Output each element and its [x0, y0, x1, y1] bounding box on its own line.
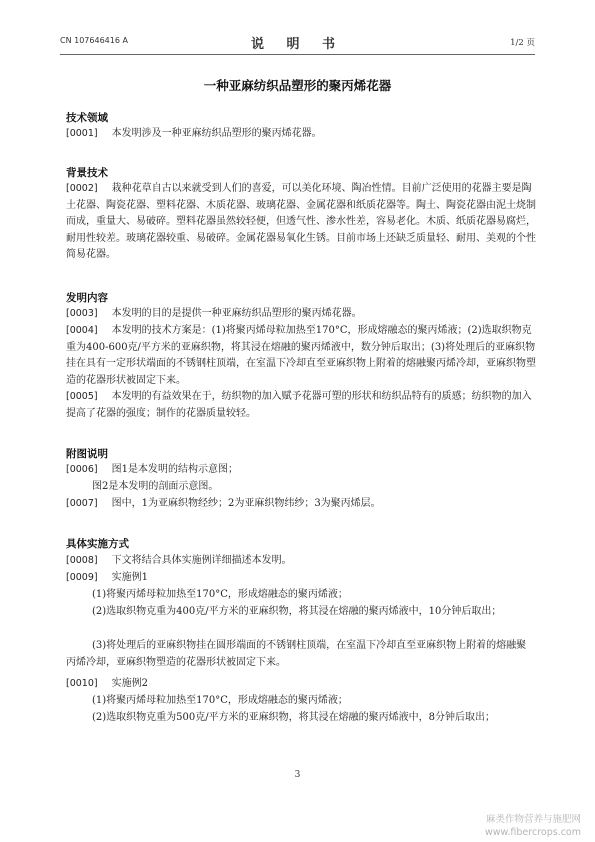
- paragraph-text: (1)将聚丙烯母粒加热至170°C，形成熔融态的聚丙烯液；: [92, 589, 348, 600]
- paragraph-0007: [66, 496, 536, 513]
- section-invention: 发明内容: [66, 292, 108, 304]
- paragraph-number: [0009]: [66, 572, 98, 583]
- paragraph-number: [0005]: [66, 391, 98, 402]
- paragraph-number: [0007]: [66, 498, 98, 509]
- paragraph-text: (3)将处理后的亚麻织物挂在圆形端面的不锈钢柱顶端，在室温下冷却直至亚麻织物上附着的熔融聚丙烯冷却，亚麻织物塑造的花器形状被固定下来。: [66, 640, 527, 668]
- paragraph-text: 本发明涉及一种亚麻纺织品塑形的聚丙烯花器。: [111, 128, 322, 139]
- section-embodiments: 具体实施方式: [66, 538, 129, 550]
- paragraph-0001: [66, 126, 536, 143]
- patent-number: CN 107646416 A: [60, 36, 128, 45]
- section-figures: 附图说明: [66, 448, 108, 460]
- paragraph-text: 实施例2: [111, 678, 148, 689]
- paragraph-0005: [66, 389, 536, 422]
- document-type-heading: 说 明 书: [250, 37, 345, 52]
- paragraph-text: 本发明的目的是提供一种亚麻纺织品塑形的聚丙烯花器。: [111, 308, 362, 319]
- paragraph-0006-line2: [66, 479, 536, 496]
- paragraph-number: [0006]: [66, 464, 98, 475]
- section-tech-field: 技术领域: [66, 112, 108, 124]
- paragraph-0009-step1: [66, 587, 536, 604]
- paragraph-0002: [66, 181, 536, 264]
- paragraph-text: 图1是本发明的结构示意图；: [111, 464, 238, 475]
- paragraph-0010-step2: [66, 710, 536, 727]
- paragraph-0009-step2: [66, 604, 536, 621]
- paragraph-text: 实施例1: [111, 572, 148, 583]
- header-rule: [60, 54, 535, 55]
- paragraph-text: (2)选取织物克重为500克/平方米的亚麻织物，将其浸在熔融的聚丙烯液中，8分钟后取出；: [92, 712, 495, 723]
- paragraph-text: (2)选取织物克重为400克/平方米的亚麻织物，将其浸在熔融的聚丙烯液中，10分钟后取出；: [92, 606, 502, 617]
- paragraph-0010: [66, 676, 536, 693]
- document-title: 一种亚麻纺织品塑形的聚丙烯花器: [203, 78, 392, 93]
- watermark-name: 麻类作物营养与施肥网: [485, 814, 581, 825]
- page-number: 3: [294, 770, 301, 780]
- paragraph-number: [0008]: [66, 555, 98, 566]
- paragraph-0009: [66, 570, 536, 587]
- paragraph-text: 下文将结合具体实施例详细描述本发明。: [111, 555, 292, 566]
- paragraph-0003: [66, 306, 536, 323]
- paragraph-text: 本发明的技术方案是：(1)将聚丙烯母粒加热至170°C，形成熔融态的聚丙烯液；(2)选取织物克重为400-600克/平方米的亚麻织物，将其浸在熔融的聚丙烯液中，数分钟后取出；(3)将处理后的亚麻织物挂在具有一定形状端面的不锈钢柱顶端，在室温下冷却直至亚麻织物上附着的熔融聚丙烯冷却，亚麻织物塑造的花器形状被固定下来。: [66, 325, 536, 386]
- paragraph-number: [0004]: [66, 325, 98, 336]
- paragraph-0004: [66, 323, 536, 389]
- paragraph-0008: [66, 553, 536, 570]
- paragraph-text: 栽种花草自古以来就受到人们的喜爱，可以美化环境、陶冶性情。目前广泛使用的花器主要是陶土花器、陶瓷花器、塑料花器、木质花器、玻璃花器、金属花器和纸质花器等。陶土、陶瓷花器由泥土烧制而成，重量大、易破碎。塑料花器虽然较轻便，但透气性、渗水性差，容易老化。木质、纸质花器易腐烂，耐用性较差。玻璃花器较重、易破碎。金属花器易氧化生锈。目前市场上还缺乏质量轻、耐用、美观的个性简易花器。: [66, 183, 536, 260]
- paragraph-0009-step3: [66, 638, 536, 671]
- page-indicator: 1/2 页: [510, 38, 535, 48]
- paragraph-number: [0010]: [66, 678, 98, 689]
- paragraph-0006: [66, 462, 536, 479]
- section-background: 背景技术: [66, 167, 108, 179]
- paragraph-0010-step1: [66, 693, 536, 710]
- paragraph-text: 图2是本发明的剖面示意图。: [92, 481, 219, 492]
- watermark: [485, 813, 581, 839]
- watermark-url: www.fibercrops.com: [484, 827, 581, 838]
- paragraph-number: [0003]: [66, 308, 98, 319]
- paragraph-text: (1)将聚丙烯母粒加热至170°C，形成熔融态的聚丙烯液；: [92, 695, 348, 706]
- paragraph-text: 本发明的有益效果在于，纺织物的加入赋予花器可塑的形状和纺织品特有的质感；纺织物的加入提高了花器的强度；制作的花器质量较轻。: [66, 391, 532, 419]
- paragraph-number: [0002]: [66, 183, 98, 194]
- paragraph-text: 图中，1为亚麻织物经纱；2为亚麻织物纬纱；3为聚丙烯层。: [111, 498, 381, 509]
- paragraph-number: [0001]: [66, 128, 98, 139]
